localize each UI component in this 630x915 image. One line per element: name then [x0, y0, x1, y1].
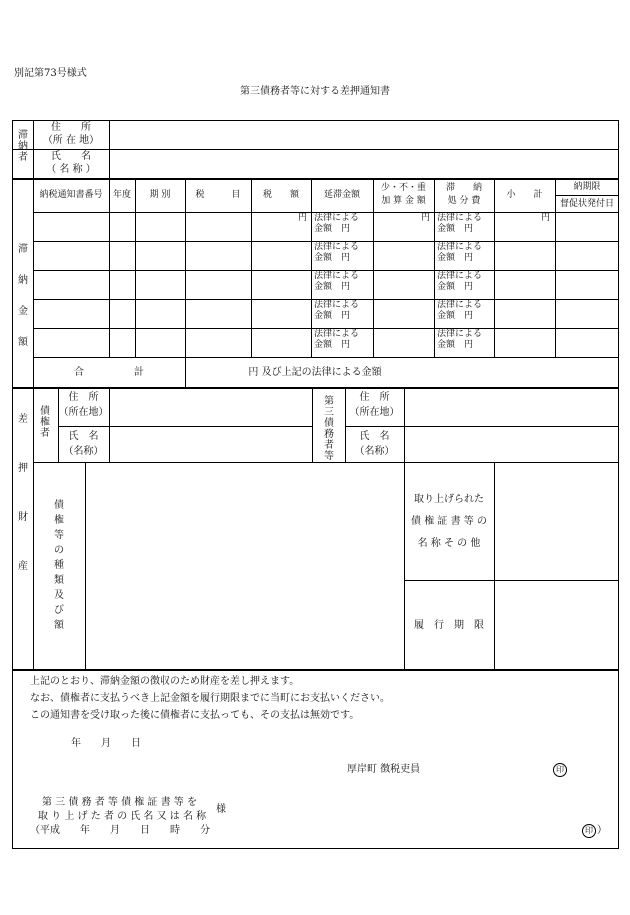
- claim-type-label: 債権等の種類及び額: [54, 500, 64, 631]
- creditor-name-sub: （名称）: [63, 446, 104, 457]
- bond-line-3: 名 称 そ の 他: [417, 538, 481, 549]
- amount-section-label: 滞納金額: [18, 244, 28, 348]
- bond-line-2: 債 権 証 書 等 の: [411, 516, 487, 527]
- law-note: 金額 円: [314, 253, 351, 263]
- law-note: 法律による: [314, 242, 360, 252]
- law-note: 金額 円: [314, 224, 351, 234]
- col-surcharge-2: 加 算 金 額: [381, 196, 426, 206]
- delinquent-address-sub: （所 在 地）: [42, 135, 100, 146]
- law-note: 金額 円: [314, 311, 351, 321]
- rule: [251, 178, 252, 357]
- rule: [33, 120, 34, 669]
- issuer-seal: 印: [553, 763, 567, 777]
- col-subtotal: 小 計: [506, 190, 543, 200]
- receipt-line-2: 取 り 上 げ た 者 の 氏 名 又 は 名 称: [38, 811, 207, 822]
- yen-mark: 円: [421, 213, 431, 223]
- law-note: 法律による: [314, 213, 360, 223]
- col-tax-item: 税 目: [195, 190, 241, 200]
- col-reminder-date: 督促状発付日: [559, 199, 614, 209]
- total-note: 円 及び上記の法律による金額: [248, 367, 382, 378]
- creditor-address-label: 住 所: [68, 392, 99, 403]
- bond-line-1: 取り上げられた: [414, 494, 484, 505]
- delinquent-name-sub: （ 名 称 ）: [46, 164, 96, 175]
- delinquent-address-label: 住 所: [51, 122, 91, 133]
- col-year: 年度: [112, 190, 131, 200]
- receipt-close: ）: [597, 825, 607, 836]
- law-note: 法律による: [314, 271, 360, 281]
- col-surcharge-1: 少・不・重: [380, 183, 426, 193]
- creditor-label: 債権者: [40, 406, 50, 439]
- rule: [109, 120, 110, 178]
- receipt-honorific: 様: [216, 804, 226, 815]
- col-fee-2: 処 分 費: [447, 196, 481, 206]
- notice-line-2: なお、債権者に支払うべき上記金額を履行期限までに当町にお支払いください。: [30, 693, 390, 704]
- rule: [135, 178, 136, 357]
- rule: [12, 178, 619, 180]
- rule: [311, 178, 312, 357]
- rule: [12, 387, 619, 389]
- third-party-address-label: 住 所: [359, 392, 390, 403]
- rule: [494, 462, 495, 669]
- law-note: 金額 円: [437, 224, 474, 234]
- creditor-name-label: 氏 名: [68, 431, 99, 442]
- form-title: 第三債務者等に対する差押通知書: [240, 86, 390, 97]
- third-party-address-sub: （所在地）: [349, 407, 400, 418]
- law-note: 法律による: [437, 213, 483, 223]
- rule: [33, 357, 619, 358]
- rule: [33, 462, 619, 463]
- rule: [12, 149, 619, 150]
- law-note: 法律による: [437, 300, 483, 310]
- law-note: 金額 円: [314, 282, 351, 292]
- notice-line-1: 上記のとおり、滞納金額の徴収のため財産を差し押えます。: [30, 676, 300, 687]
- rule: [109, 387, 110, 462]
- col-tax-amount: 税 額: [262, 190, 299, 200]
- law-note: 金額 円: [437, 311, 474, 321]
- rule: [58, 426, 312, 427]
- form-id: 別記第73号様式: [14, 68, 87, 79]
- law-note: 法律による: [437, 271, 483, 281]
- law-note: 法律による: [437, 329, 483, 339]
- rule: [404, 580, 619, 581]
- yen-mark: 円: [298, 213, 308, 223]
- yen-mark: 円: [541, 213, 551, 223]
- rule: [109, 178, 110, 357]
- col-fee-1: 滞 納: [445, 183, 482, 193]
- col-period: 期 別: [149, 190, 171, 200]
- col-due-date: 納期限: [573, 182, 601, 192]
- law-note: 法律による: [437, 242, 483, 252]
- rule: [185, 178, 186, 387]
- col-notice-no: 納税通知書番号: [39, 190, 103, 200]
- law-note: 金額 円: [437, 253, 474, 263]
- law-note: 金額 円: [437, 340, 474, 350]
- rule: [555, 195, 619, 196]
- receipt-line-3: （平成 年 月 日 時 分: [30, 825, 210, 836]
- rule: [85, 462, 86, 669]
- issuer: 厚岸町 徴税吏員: [347, 764, 421, 775]
- third-party-label: 第三債務者等: [324, 396, 334, 462]
- total-label: 合 計: [74, 367, 144, 378]
- notice-line-3: この通知書を受け取った後に債権者に支払っても、その支払は無効です。: [30, 710, 360, 721]
- law-note: 金額 円: [314, 340, 351, 350]
- creditor-address-sub: （所在地）: [58, 407, 109, 418]
- law-note: 法律による: [314, 300, 360, 310]
- delinquent-label: 滞納者: [18, 130, 28, 163]
- col-late-fee: 延滞金額: [323, 190, 360, 200]
- notice-date: 年 月 日: [71, 738, 141, 749]
- rule: [345, 426, 619, 427]
- rule: [312, 387, 313, 462]
- seizure-section-label: 差押財産: [18, 414, 28, 572]
- rule: [494, 178, 495, 357]
- receipt-line-1: 第 三 債 務 者 等 債 権 証 書 等 を: [42, 797, 197, 808]
- delinquent-name-label: 氏 名: [51, 151, 91, 162]
- rule: [12, 669, 619, 671]
- third-party-name-label: 氏 名: [359, 431, 390, 442]
- law-note: 金額 円: [437, 282, 474, 292]
- receipt-seal: 印: [582, 824, 596, 838]
- performance-label: 履 行 期 限: [414, 620, 484, 631]
- third-party-name-sub: （名称）: [354, 446, 395, 457]
- law-note: 法律による: [314, 329, 360, 339]
